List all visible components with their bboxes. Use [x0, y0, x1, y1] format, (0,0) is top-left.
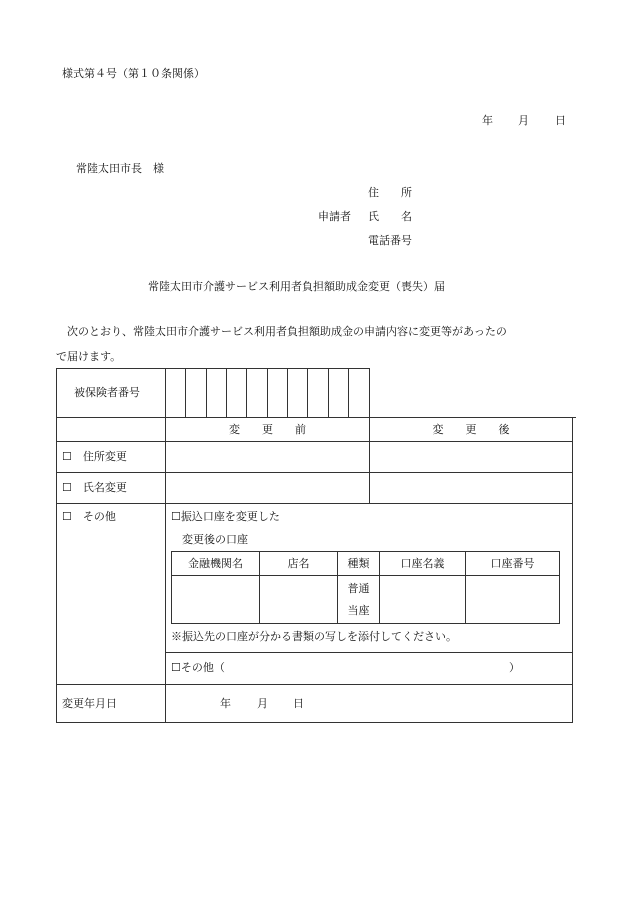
insured-number-label: 被保険者番号	[74, 386, 140, 399]
account-type-current[interactable]: 当座	[347, 604, 370, 617]
bank-name-field[interactable]	[172, 576, 259, 623]
after-header: 変 更 後	[432, 423, 510, 436]
date-day-label: 日	[555, 114, 566, 127]
address-before-field[interactable]	[166, 442, 369, 472]
date-year-label: 年	[482, 114, 493, 127]
account-number-field[interactable]	[466, 576, 559, 623]
address-change-checkbox[interactable]: ☐ 住所変更	[62, 450, 127, 463]
account-changed-checkbox[interactable]: ☐振込口座を変更した	[171, 510, 280, 523]
account-holder-field[interactable]	[380, 576, 465, 623]
account-header-bank: 金融機関名	[188, 557, 243, 570]
change-date-month: 月	[257, 697, 268, 710]
change-date-label: 変更年月日	[62, 697, 117, 710]
form-number: 様式第４号（第１０条関係）	[62, 67, 205, 80]
insured-number-field[interactable]	[166, 369, 369, 417]
document-title: 常陸太田市介護サービス利用者負担額助成金変更（喪失）届	[148, 280, 445, 293]
account-header-number: 口座番号	[490, 557, 535, 570]
account-header-type: 種類	[347, 557, 370, 570]
intro-line-2: で届けます。	[56, 350, 122, 363]
other-option-close: ）	[509, 661, 520, 674]
other-option-checkbox[interactable]: ☐その他（	[171, 661, 225, 674]
change-date-day: 日	[293, 697, 304, 710]
new-account-label: 変更後の口座	[182, 533, 248, 546]
name-after-field[interactable]	[370, 473, 572, 503]
addressee: 常陸太田市長 様	[76, 162, 164, 175]
other-checkbox[interactable]: ☐ その他	[62, 510, 116, 523]
change-date-year: 年	[220, 697, 231, 710]
applicant-name-label: 氏 名	[368, 210, 412, 223]
applicant-phone-label: 電話番号	[368, 234, 412, 247]
account-header-holder: 口座名義	[400, 557, 445, 570]
address-after-field[interactable]	[370, 442, 572, 472]
attachment-note: ※振込先の口座が分かる書類の写しを添付してください。	[171, 630, 457, 643]
intro-line-1: 次のとおり、常陸太田市介護サービス利用者負担額助成金の申請内容に変更等があったの	[56, 325, 507, 338]
other-option-field[interactable]	[240, 656, 510, 680]
applicant-address-label: 住 所	[368, 186, 412, 199]
date-month-label: 月	[518, 114, 529, 127]
name-change-checkbox[interactable]: ☐ 氏名変更	[62, 481, 127, 494]
name-before-field[interactable]	[166, 473, 369, 503]
account-type-ordinary[interactable]: 普通	[347, 582, 370, 595]
account-header-branch: 店名	[287, 557, 310, 570]
applicant-prefix: 申請者	[318, 210, 351, 223]
branch-name-field[interactable]	[260, 576, 337, 623]
before-header: 変 更 前	[229, 423, 306, 436]
